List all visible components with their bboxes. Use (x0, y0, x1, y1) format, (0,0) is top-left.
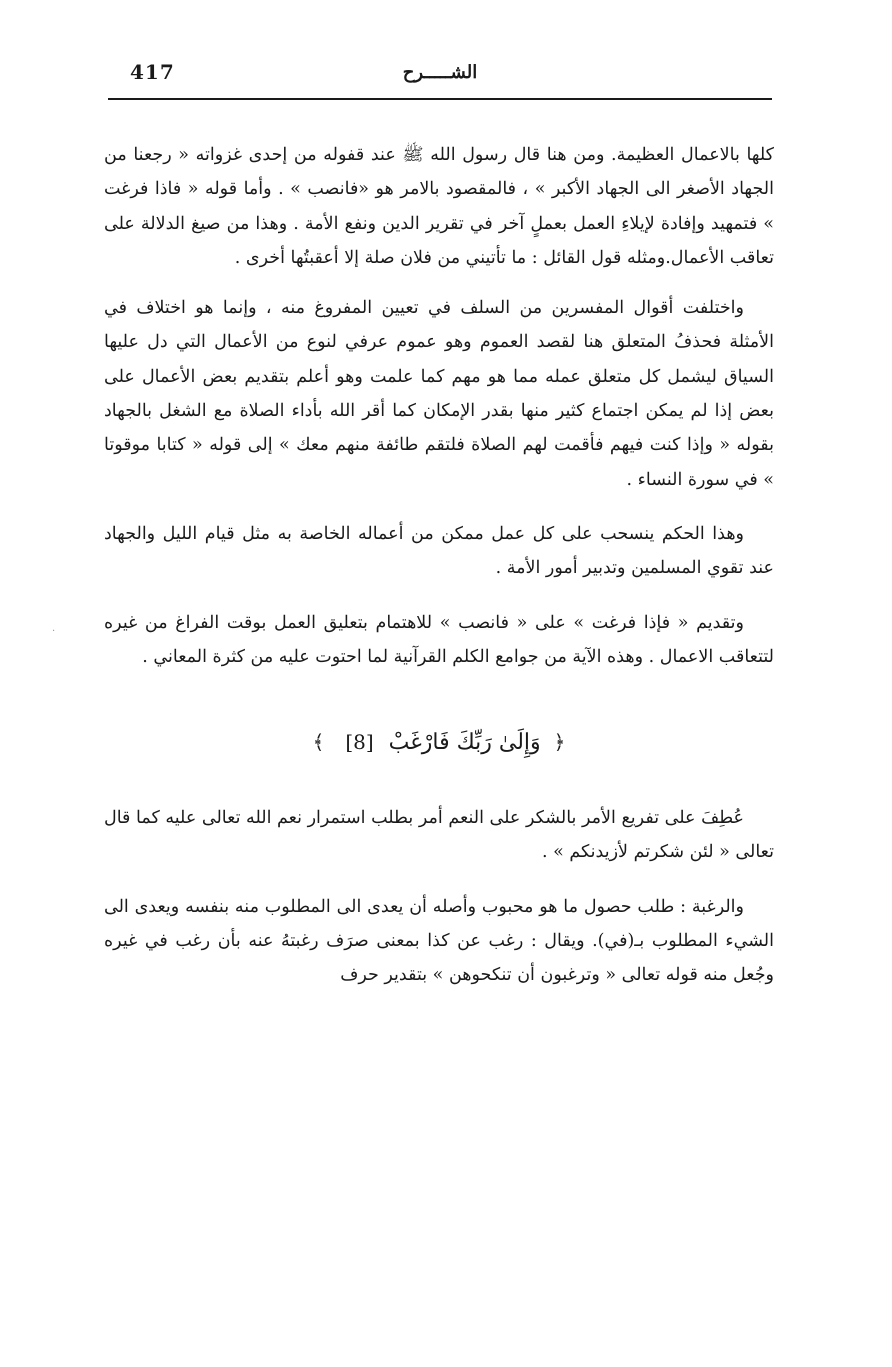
paragraph-4: وتقديم « فإذا فرغت » على « فانصب » للاهتمام بتعليق العمل بوقت الفراغ من غيره لتتعاقب الاعمال . وهذه الآية من جوامع الكلم القرآنية لما احتوت عليه من كثرة المعاني . (104, 612, 774, 667)
paragraph-2: واختلفت أقوال المفسرين من السلف في تعيين المفروغ منه ، وإنما هو اختلاف في الأمثلة فحذفُ المتعلق هنا لقصد العموم وهو عموم عرفي لنوع من الأعمال التي دل عليها السياق ليشمل كل متعلق عمله مما هو مهم كما علمت وهو أعلم بتقديم بعض الأعمال على بعض إذا لم يمكن اجتماع كثير منها بقدر الإمكان كما أقر الله بأداء الصلاة مع الشغل بالجهاد بقوله « وإذا كنت فيهم فأقمت لهم الصلاة فلتقم طائفة منهم معك » إلى قوله « كتابا موقوتا » في سورة النساء . (104, 298, 774, 490)
verse-text: وَإِلَىٰ رَبِّكَ فَارْغَبْ (388, 730, 541, 756)
page-body (104, 138, 774, 993)
verse-number: [8] (345, 730, 374, 755)
page-number: 417 (130, 60, 175, 84)
paragraph-3: وهذا الحكم ينسحب على كل عمل ممكن من أعماله الخاصة به مثل قيام الليل والجهاد عند تقوي المسلمين وتدبير أمور الأمة . (104, 523, 774, 579)
quran-verse (104, 722, 774, 763)
paragraph-6: والرغبة : طلب حصول ما هو محبوب وأصله أن يعدى الى المطلوب منه بنفسه ويعدى الى الشيء المطلوب بـ(في). ويقال : رغب عن كذا بمعنى صرَف رغبتهُ عنه بأن رغب في غيره وجُعل منه قوله تعالى « وترغبون أن تنكحوهن » بتقدير حرف (104, 896, 774, 986)
page-header (108, 58, 772, 92)
paragraph-5: عُطِفَ على تفريع الأمر بالشكر على النعم أمر بطلب استمرار نعم الله تعالى عليه كما قال تعالى « لئن شكرتم لأزيدنكم » . (104, 808, 774, 863)
paragraph-1: كلها بالاعمال العظيمة. ومن هنا قال رسول الله ﷺ عند قفوله من إحدى غزواته « رجعنا من الجهاد الأصغر الى الجهاد الأكبر » ، فالمقصود بالامر هو «فانصب » . وأما قوله « فاذا فرغت » فتمهيد وإفادة لإيلاءِ العمل بعملٍ آخر في تقرير الدين ونفع الأمة . وهذا من صيغ الدلالة على تعاقب الأعمال.ومثله قول القائل : ما تأتيني من فلان صلة إلا أعقبتُها أخرى . (104, 145, 774, 268)
verse-close-ornament: ﴾ (312, 730, 325, 755)
scan-mark: · (52, 626, 56, 637)
verse-open-ornament: ﴿ (553, 730, 566, 755)
running-title: الشـــــرح (402, 62, 478, 83)
header-rule (108, 98, 772, 100)
